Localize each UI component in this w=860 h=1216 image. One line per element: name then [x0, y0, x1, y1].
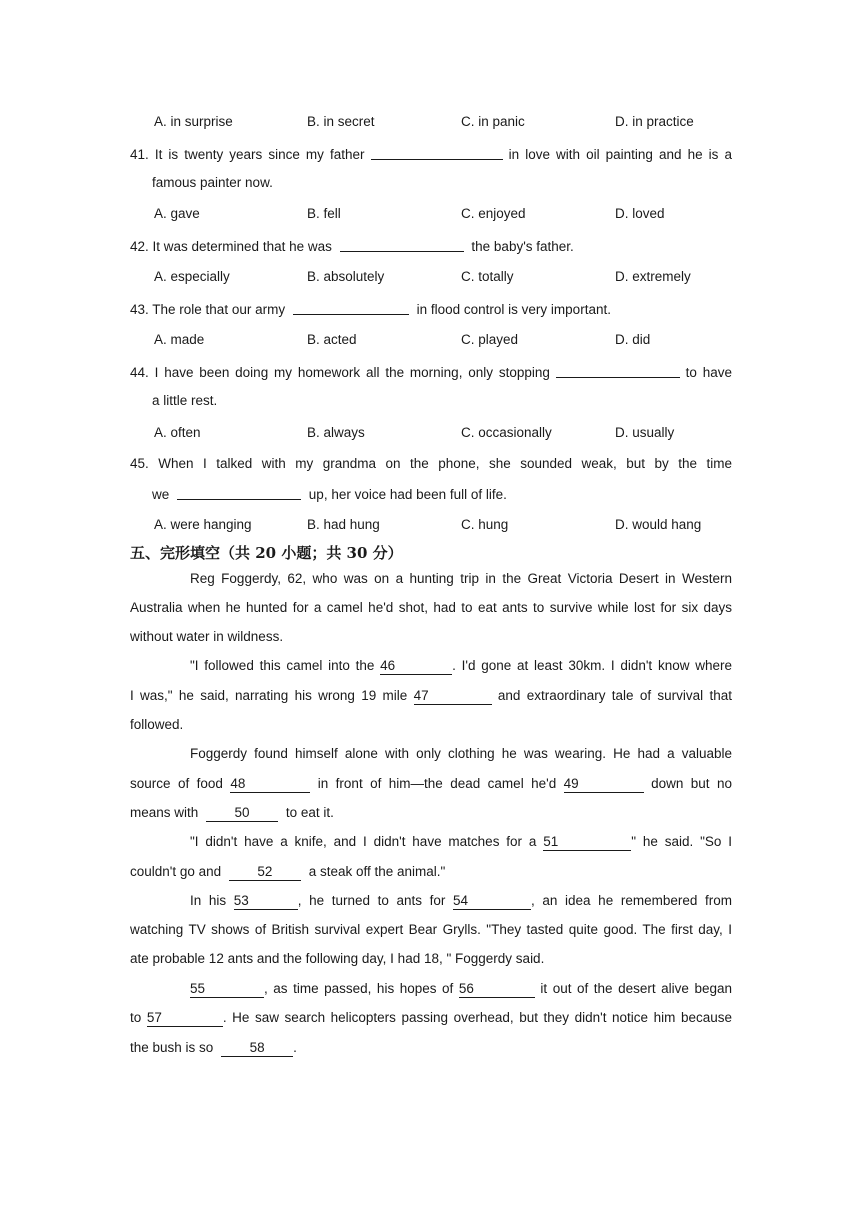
passage-p2-line3: followed. [130, 717, 184, 732]
passage-p5-line3: ate probable 12 ants and the following day, I had 18, " Foggerdy said. [130, 951, 545, 966]
text: couldn't go and [130, 864, 222, 879]
q45-text-a: we [152, 487, 170, 502]
blank-51: 51 [543, 834, 631, 851]
text: , an idea he remembered from [531, 893, 732, 908]
blank-50: 50 [206, 805, 278, 822]
passage-p1-line1: Reg Foggerdy, 62, who was on a hunting trip in the Great Victoria Desert in Western [190, 571, 732, 586]
q41-option-c: C. enjoyed [461, 206, 526, 221]
q43-stem [130, 299, 611, 319]
text: , he turned to ants for [297, 893, 446, 908]
q41-option-d: D. loved [615, 206, 665, 221]
q43-option-b: B. acted [307, 332, 357, 347]
passage-p5-line2: watching TV shows of British survival expert Bear Grylls. "They tasted quite good. The first day, I [130, 922, 732, 937]
text: I was," he said, narrating his wrong 19 mile [130, 688, 408, 703]
blank-52: 52 [229, 864, 301, 881]
text: a steak off the animal." [308, 864, 446, 879]
q43-option-d: D. did [615, 332, 651, 347]
text: down but no [651, 776, 732, 791]
blank-47: 47 [414, 688, 492, 705]
q45-text-b: up, her voice had been full of life. [308, 487, 507, 502]
passage-p1-line3: without water in wildness. [130, 629, 284, 644]
text: . I'd gone at least 30km. I didn't know where [452, 658, 732, 673]
q45-stem-line2 [152, 484, 507, 504]
q41-text-b: in love with oil painting and he is a [508, 147, 732, 162]
passage-p4-line2 [130, 863, 445, 881]
blank-57: 57 [147, 1010, 223, 1027]
blank-56: 56 [459, 981, 535, 998]
q40-option-b: B. in secret [307, 114, 375, 129]
blank-49: 49 [564, 776, 644, 793]
q44-stem-line2: a little rest. [152, 393, 218, 408]
q45-option-c: C. hung [461, 517, 509, 532]
q43-text-a: 43. The role that our army [130, 302, 286, 317]
passage-p6-line1 [190, 980, 732, 998]
q40-option-a: A. in surprise [154, 114, 233, 129]
q42-stem [130, 236, 574, 256]
passage-p1-line2: Australia when he hunted for a camel he'd shot, had to eat ants to survive while lost for six days [130, 600, 732, 615]
q44-option-c: C. occasionally [461, 425, 552, 440]
q41-stem-line1 [130, 144, 732, 164]
text: means with [130, 805, 199, 820]
passage-p5-line1 [190, 892, 732, 910]
text: it out of the desert alive began [540, 981, 732, 996]
q43-option-c: C. played [461, 332, 519, 347]
q42-option-d: D. extremely [615, 269, 691, 284]
passage-p2-line2 [130, 687, 732, 705]
q45-option-b: B. had hung [307, 517, 380, 532]
q40-option-d: D. in practice [615, 114, 694, 129]
q44-text-b: to have [685, 365, 732, 380]
q42-option-b: B. absolutely [307, 269, 385, 284]
q45-stem-line1: 45. When I talked with my grandma on the phone, she sounded weak, but by the time [130, 456, 732, 471]
q41-stem-line2: famous painter now. [152, 175, 273, 190]
blank-53: 53 [234, 893, 298, 910]
q41-text-a: 41. It is twenty years since my father [130, 147, 365, 162]
q44-text-a: 44. I have been doing my homework all the morning, only stopping [130, 365, 550, 380]
blank-48: 48 [230, 776, 310, 793]
blank-54: 54 [453, 893, 531, 910]
q43-blank [293, 300, 409, 315]
q45-option-a: A. were hanging [154, 517, 252, 532]
q43-option-a: A. made [154, 332, 205, 347]
q42-option-c: C. totally [461, 269, 514, 284]
q42-text-a: 42. It was determined that he was [130, 239, 332, 254]
text: to eat it. [285, 805, 334, 820]
q42-option-a: A. especially [154, 269, 230, 284]
q41-option-a: A. gave [154, 206, 200, 221]
q42-blank [340, 237, 464, 252]
q44-option-b: B. always [307, 425, 365, 440]
text: "I didn't have a knife, and I didn't have matches for a [190, 834, 537, 849]
text: , as time passed, his hopes of [264, 981, 454, 996]
text: source of food [130, 776, 223, 791]
passage-p3-line2 [130, 775, 732, 793]
q45-blank [177, 485, 301, 500]
blank-46: 46 [380, 658, 452, 675]
text: . He saw search helicopters passing overhead, but they didn't notice him because [222, 1010, 732, 1025]
passage-p3-line1: Foggerdy found himself alone with only clothing he was wearing. He had a valuable [190, 746, 732, 761]
blank-58: 58 [221, 1040, 293, 1057]
q43-text-b: in flood control is very important. [416, 302, 611, 317]
text: " he said. "So I [631, 834, 732, 849]
q45-option-d: D. would hang [615, 517, 702, 532]
section-heading: 五、完形填空（共 20 小题；共 30 分） [130, 544, 403, 562]
q44-stem-line1 [130, 362, 732, 382]
q40-option-c: C. in panic [461, 114, 525, 129]
text: . [293, 1040, 297, 1055]
blank-55: 55 [190, 981, 264, 998]
text: the bush is so [130, 1040, 214, 1055]
passage-p4-line1 [190, 833, 732, 851]
q44-option-d: D. usually [615, 425, 675, 440]
passage-p6-line2 [130, 1009, 732, 1027]
text: and extraordinary tale of survival that [497, 688, 732, 703]
q44-option-a: A. often [154, 425, 201, 440]
q42-text-b: the baby's father. [471, 239, 574, 254]
passage-p2-line1 [190, 657, 732, 675]
text: In his [190, 893, 227, 908]
passage-p3-line3 [130, 804, 334, 822]
text: to [130, 1010, 142, 1025]
q41-blank [371, 145, 503, 160]
text: "I followed this camel into the [190, 658, 375, 673]
q41-option-b: B. fell [307, 206, 341, 221]
text: in front of him—the dead camel he'd [317, 776, 557, 791]
passage-p6-line3 [130, 1039, 297, 1057]
q44-blank [556, 363, 680, 378]
